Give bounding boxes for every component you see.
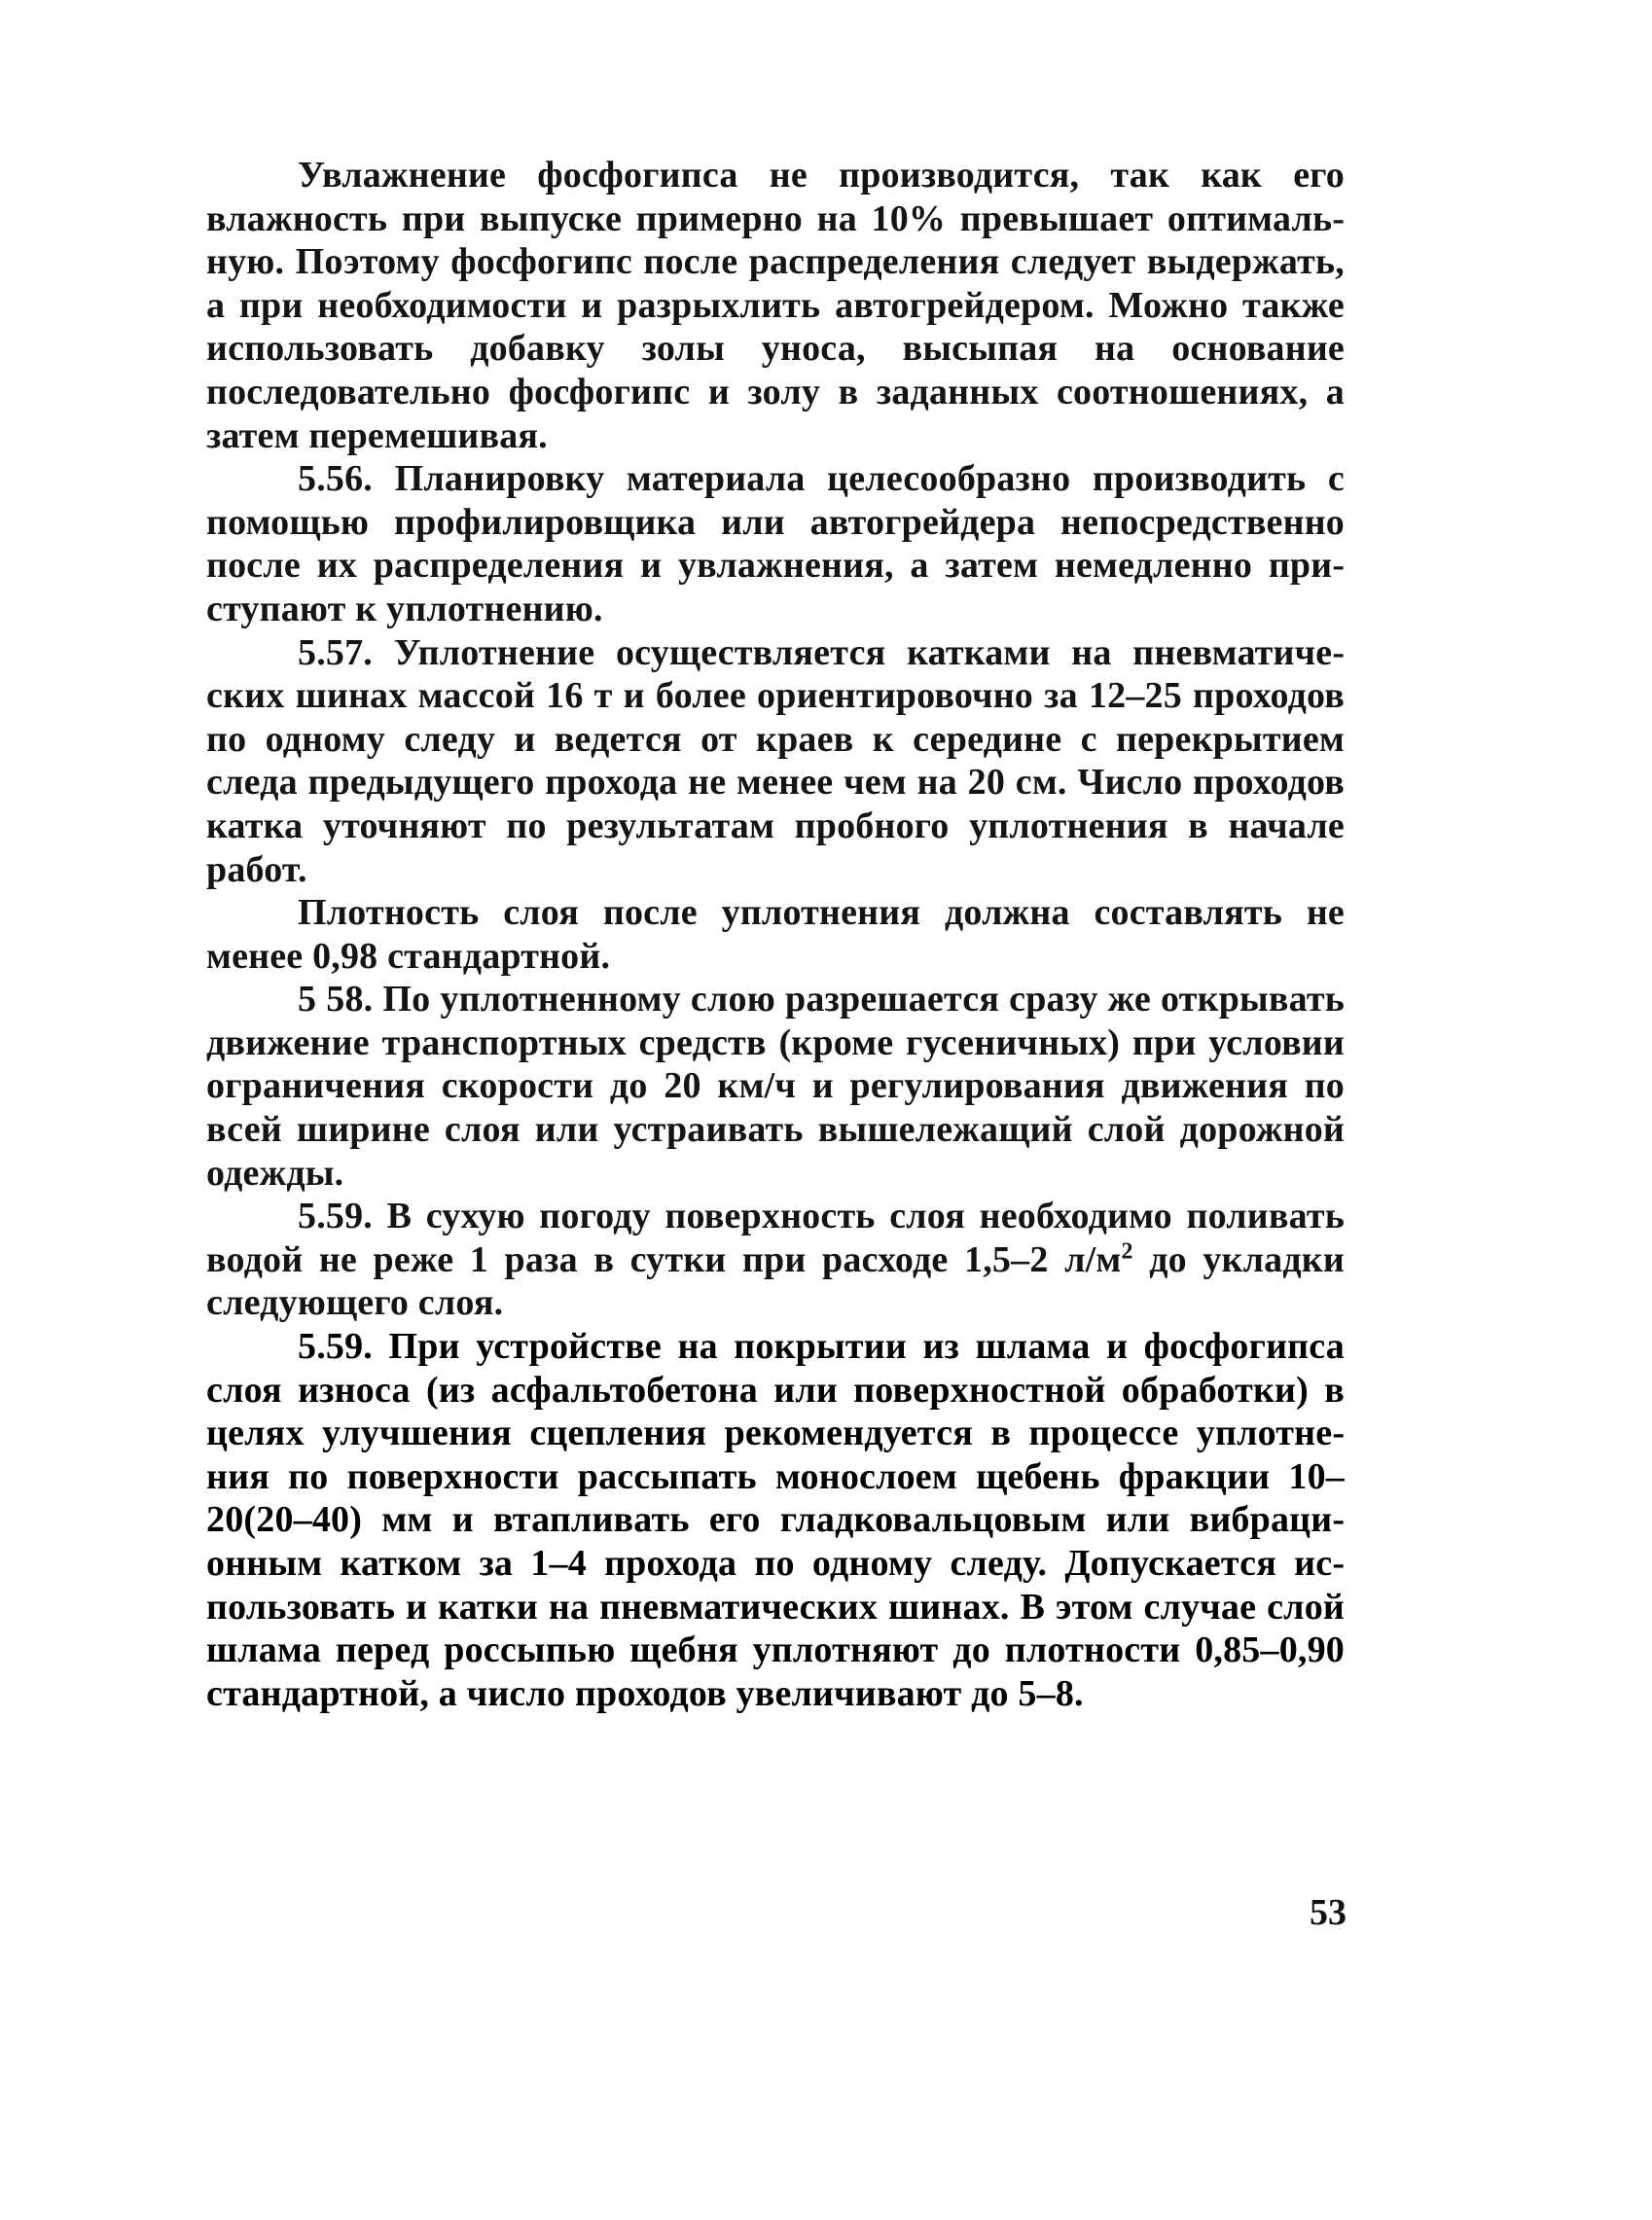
- paragraph-5-59-wear-layer: 5.59. При устройстве на покрытии из шлама и фосфогипса слоя износа (из асфальтобетона или поверхностной обработки) в целях улучшения сцепления рекомендуется в процессе уплотнения по поверхности рассыпать монослоем щебень фракции 10–20(20–40) мм и втапливать его гладковальцовым или вибрационным катком за 1–4 прохода по одному следу. Допускается использовать и катки на пневматических шинах. В этом случае слой шлама перед россыпью щебня уплотняют до плотности 0,85–0,90 стандартной, а число проходов увеличивают до 5–8.: [206, 1326, 1345, 1714]
- paragraph-moistening: Увлажнение фосфогипса не производится, так как его влажность при выпуске примерно на 10% превышает оптимальную. Поэтому фосфогипс после распределения следует выдержать, а при необходимости и разрыхлить автогрейдером. Можно также использовать добавку золы уноса, высыпая на основание последовательно фосфогипс и золу в заданных соотношениях, а затем перемешивая.: [206, 155, 1345, 456]
- paragraph-5-58: 5 58. По уплотненному слою разрешается сразу же открывать движение транспортных средств (кроме гусеничных) при условии ограничения скорости до 20 км/ч и регулирования движения по всей ширине слоя или устраивать вышележащий слой дорожной одежды.: [206, 979, 1345, 1194]
- body-text: [206, 154, 1345, 1715]
- paragraph-5-59-text-after: до укладки следующего слоя.: [206, 1238, 1345, 1324]
- paragraph-5-57: 5.57. Уплотнение осуществляется катками на пневматических шинах массой 16 т и более ориентировочно за 12–25 проходов по одному следу и ведется от краев к середине с перекрытием следа предыдущего прохода не менее чем на 20 см. Число проходов катка уточняют по результатам пробного уплотнения в начале работ.: [206, 631, 1345, 890]
- paragraph-5-59-text-before: 5.59. В сухую погоду поверхность слоя необходимо поливать водой не реже 1 раза в сутки при расходе 1,5–2 л/м: [206, 1196, 1345, 1280]
- paragraph-5-59-watering: [206, 1195, 1345, 1325]
- square-superscript: 2: [1121, 1238, 1133, 1265]
- page-number: 53: [1310, 1892, 1347, 1933]
- paragraph-density: Плотность слоя после уплотнения должна составлять не менее 0,98 стандартной.: [206, 892, 1345, 977]
- paragraph-5-56: 5.56. Планировку материала целесообразно производить с помощью профилировщика или автогрейдера непосредственно после их распределения и увлажнения, а затем немедленно приступают к уплотнению.: [206, 458, 1345, 629]
